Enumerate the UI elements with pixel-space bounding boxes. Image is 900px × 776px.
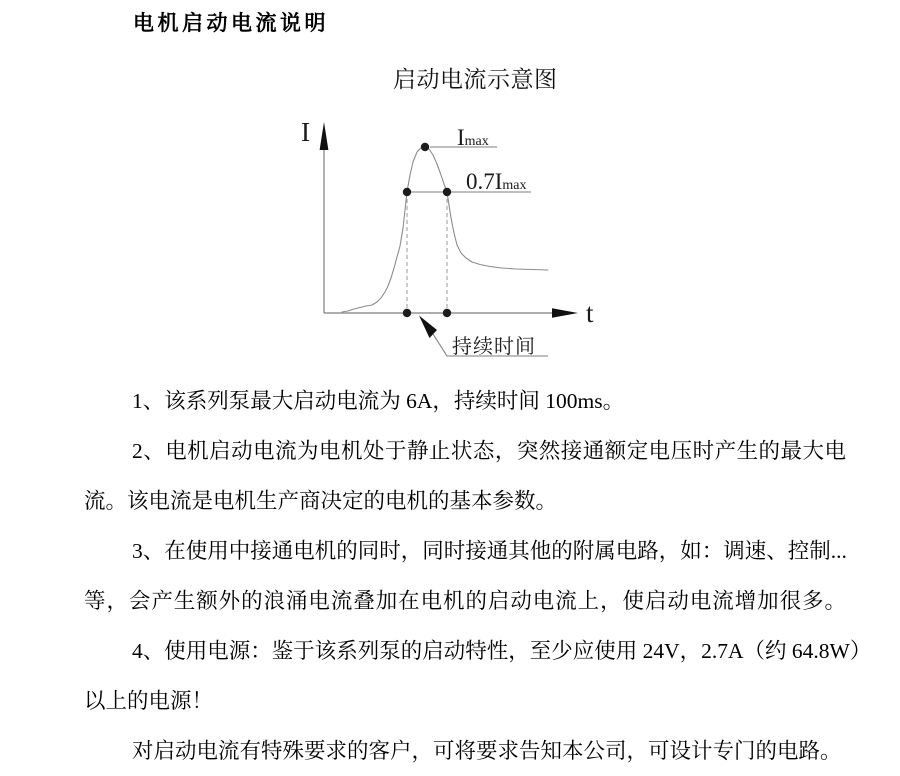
body-text	[84, 376, 872, 776]
y-axis-label: I	[301, 117, 310, 147]
page-title: 电机启动电流说明	[133, 12, 329, 35]
paragraph-line: 2、电机启动电流为电机处于静止状态，突然接通额定电压时产生的最大电	[132, 439, 846, 463]
y-axis-arrowhead-icon	[320, 122, 329, 150]
x-axis-label: t	[586, 298, 594, 328]
dashed-drop-lines	[407, 192, 447, 313]
threshold-current-label: 0.7Imax	[466, 169, 527, 194]
peak-current-label: Imax	[457, 125, 489, 150]
duration-arrow-icon	[419, 316, 437, 339]
figure-canvas	[280, 105, 620, 370]
current-curve	[342, 147, 548, 312]
paragraph-line: 4、使用电源：鉴于该系列泵的启动特性，至少应使用 24V，2.7A（约 64.8W）	[132, 639, 872, 663]
paragraph-line: 对启动电流有特殊要求的客户，可将要求告知本公司，可设计专门的电路。	[132, 739, 842, 763]
paragraph-line: 以上的电源！	[84, 689, 214, 713]
marker-dots	[403, 143, 451, 317]
x-axis-arrowhead-icon	[552, 308, 578, 318]
figure-title: 启动电流示意图	[393, 67, 558, 92]
duration-label: 持续时间	[452, 336, 536, 358]
starting-current-figure	[280, 105, 620, 370]
paragraph-line: 3、在使用中接通电机的同时，同时接通其他的附属电路，如：调速、控制...	[132, 539, 847, 563]
paragraph-line: 流。该电流是电机生产商决定的电机的基本参数。	[84, 489, 558, 513]
paragraph-line: 等，会产生额外的浪涌电流叠加在电机的启动电流上，使启动电流增加很多。	[84, 589, 846, 613]
paragraph-line: 1、该系列泵最大启动电流为 6A，持续时间 100ms。	[132, 389, 625, 413]
